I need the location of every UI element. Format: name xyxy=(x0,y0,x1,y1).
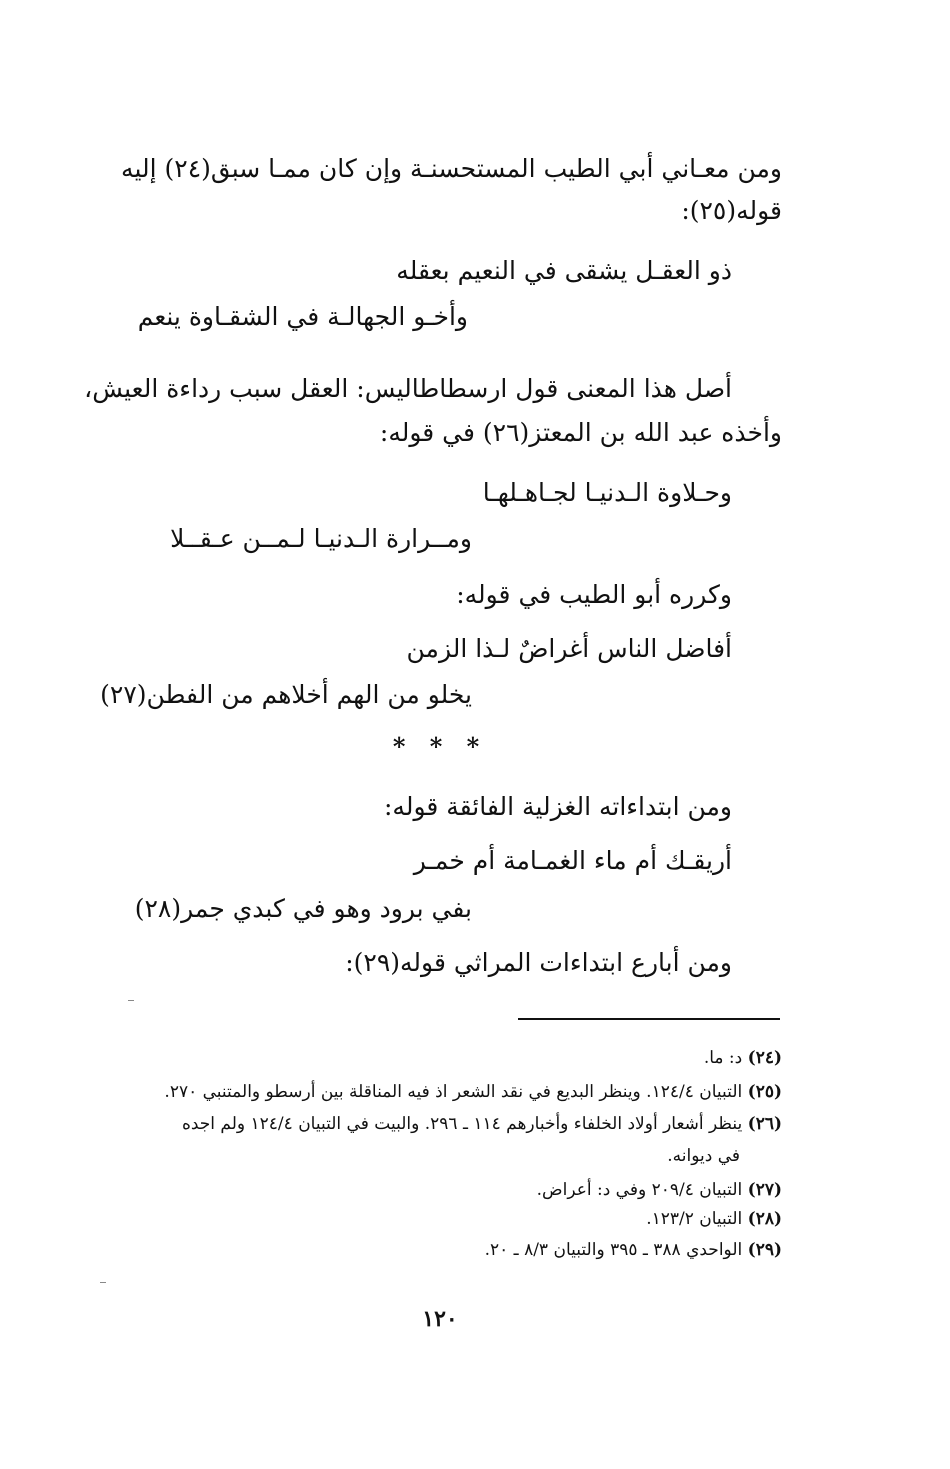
paragraph-4: ومن ابتداءاته الغزلية الفائقة قوله: xyxy=(384,792,732,821)
footnote-25-number: (٢٥) xyxy=(747,1082,782,1102)
footnote-24 xyxy=(142,1046,782,1070)
footnote-26 xyxy=(102,1112,782,1136)
paragraph-5: ومن أبارع ابتداءات المراثي قوله(٢٩): xyxy=(345,948,732,977)
paragraph-1-line-2: قوله(٢٥): xyxy=(681,196,782,225)
verse-3-second-hemistich: يخلو من الهم أخلاهم من الفطن(٢٧) xyxy=(100,680,472,709)
footnote-27-text: التبيان ٢٠٩/٤ وفي د: أعراض. xyxy=(536,1180,743,1200)
footnote-26-number: (٢٦) xyxy=(747,1114,782,1134)
page-number: ١٢٠ xyxy=(422,1306,458,1332)
verse-4-second-hemistich: بفي برود وهو في كبدي جمر(٢٨) xyxy=(134,894,472,923)
paragraph-2-line-2: وأخذه عبد الله بن المعتز(٢٦) في قوله: xyxy=(379,418,782,447)
verse-2-first-hemistich: وحـلاوة الـدنيـا لجـاهـلهـا xyxy=(482,478,732,507)
footnote-24-number: (٢٤) xyxy=(747,1048,782,1068)
paragraph-3: وكرره أبو الطيب في قوله: xyxy=(456,580,732,609)
paragraph-1-line-1: ومن معـاني أبي الطيب المستحسنـة وإن كان ممـا سبق(٢٤) إليه xyxy=(121,154,782,183)
footnote-29 xyxy=(142,1238,782,1262)
footnote-25-text: التبيان ١٢٤/٤. وينظر البديع في نقد الشعر اذ فيه المناقلة بين أرسطو والمتنبي ٢٧٠. xyxy=(164,1082,743,1102)
footnote-26-continuation: في ديوانه. xyxy=(667,1146,740,1166)
footnote-27-number: (٢٧) xyxy=(747,1180,782,1200)
footnote-29-text: الواحدي ٣٨٨ ـ ٣٩٥ والتبيان ٨/٣ ـ ٢٠. xyxy=(484,1240,743,1260)
footnote-29-number: (٢٩) xyxy=(747,1240,782,1260)
footnote-28-text: التبيان ١٢٣/٢. xyxy=(646,1209,743,1229)
footnote-24-text: د: ما. xyxy=(703,1048,743,1068)
footnote-27 xyxy=(142,1178,782,1202)
footnote-28-number: (٢٨) xyxy=(747,1209,782,1229)
verse-1-second-hemistich: وأخـو الجهالـة في الشقـاوة ينعم xyxy=(137,302,468,331)
scan-speck xyxy=(128,1000,134,1001)
verse-2-second-hemistich: ومــرارة الـدنيـا لـمــن عـقــلا xyxy=(170,524,472,553)
verse-1-first-hemistich: ذو العقـل يشقى في النعيم بعقله xyxy=(396,256,732,285)
section-separator: * * * xyxy=(392,732,488,761)
paragraph-2-line-1: أصل هذا المعنى قول ارسطاطاليس: العقل سبب رداءة العيش، xyxy=(84,374,732,403)
footnote-25 xyxy=(102,1080,782,1104)
footnote-26-text-line-1: ينظر أشعار أولاد الخلفاء وأخبارهم ١١٤ ـ ٢٩٦. والبيت في التبيان ١٢٤/٤ ولم اجده xyxy=(181,1114,743,1134)
verse-3-first-hemistich: أفاضل الناس أغراضٌ لـذا الزمن xyxy=(406,634,732,663)
footnote-28 xyxy=(142,1207,782,1231)
verse-4-first-hemistich: أريقـك أم ماء الغمـامة أم خمـر xyxy=(413,846,732,875)
scan-speck xyxy=(100,1282,106,1283)
footnote-rule xyxy=(518,1018,780,1020)
